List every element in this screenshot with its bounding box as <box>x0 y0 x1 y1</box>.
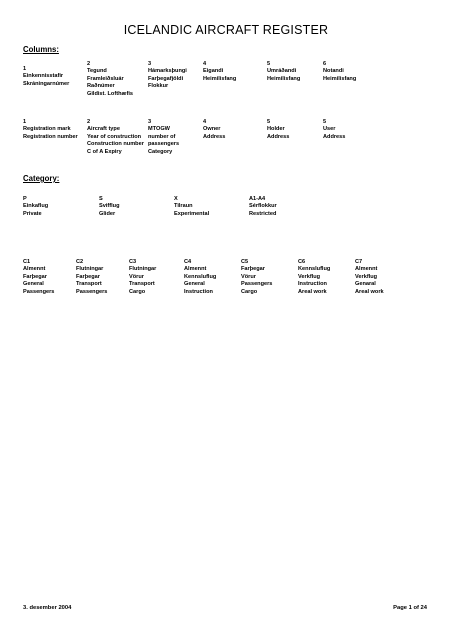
footer-page-number: Page 1 of 24 <box>393 605 427 611</box>
category-item: C4 Almennt Kennsluflug General Instruction <box>184 259 217 295</box>
category-item: A1-A4 Sérflokkur Restricted <box>249 196 277 217</box>
category-item: C1 Almennt Farþegar General Passengers <box>23 259 55 295</box>
columns-heading: Columns: <box>23 45 59 54</box>
category-item: C2 Flutningar Farþegar Transport Passengers <box>76 259 108 295</box>
category-item: C5 Farþegar Vörur Passengers Cargo <box>241 259 273 295</box>
column-def: 1 Registration mark Registration number <box>23 119 78 140</box>
category-item: S Svifflug Glider <box>99 196 120 217</box>
category-item: X Tilraun Experimental <box>174 196 210 217</box>
page-title: ICELANDIC AIRCRAFT REGISTER <box>123 23 329 37</box>
category-item: C6 Kennsluflug Verkflug Instruction Areal work <box>298 259 331 295</box>
column-def: 1 Einkennisstafir Skráningarnúmer <box>23 66 70 87</box>
category-heading: Category: <box>23 174 60 183</box>
column-def: 5 User Address <box>323 119 346 140</box>
column-def: 4 Owner Address <box>203 119 226 140</box>
column-def: 4 Eigandi Heimilisfang <box>203 61 237 82</box>
column-def: 6 Notandi Heimilisfang <box>323 61 357 82</box>
column-def: 5 Umráðandi Heimilisfang <box>267 61 301 82</box>
column-def: 2 Aircraft type Year of construction Construction number C of A Expiry <box>87 119 144 155</box>
column-def: 3 MTOGW number of passengers Category <box>148 119 180 155</box>
category-item: P Einkaflug Private <box>23 196 49 217</box>
category-item: C7 Almennt Verkflug Genaral Areal work <box>355 259 384 295</box>
footer-date: 3. desember 2004 <box>23 605 72 611</box>
column-def: 2 Tegund Framleiðsluár Raðnúmer Gildist. Lofthæfis <box>87 61 133 97</box>
column-def: 3 Hámarksþungi Farþegafjöldi Flokkur <box>148 61 187 90</box>
category-item: C3 Flutningar Vörur Transport Cargo <box>129 259 157 295</box>
column-def: 5 Holder Address <box>267 119 290 140</box>
